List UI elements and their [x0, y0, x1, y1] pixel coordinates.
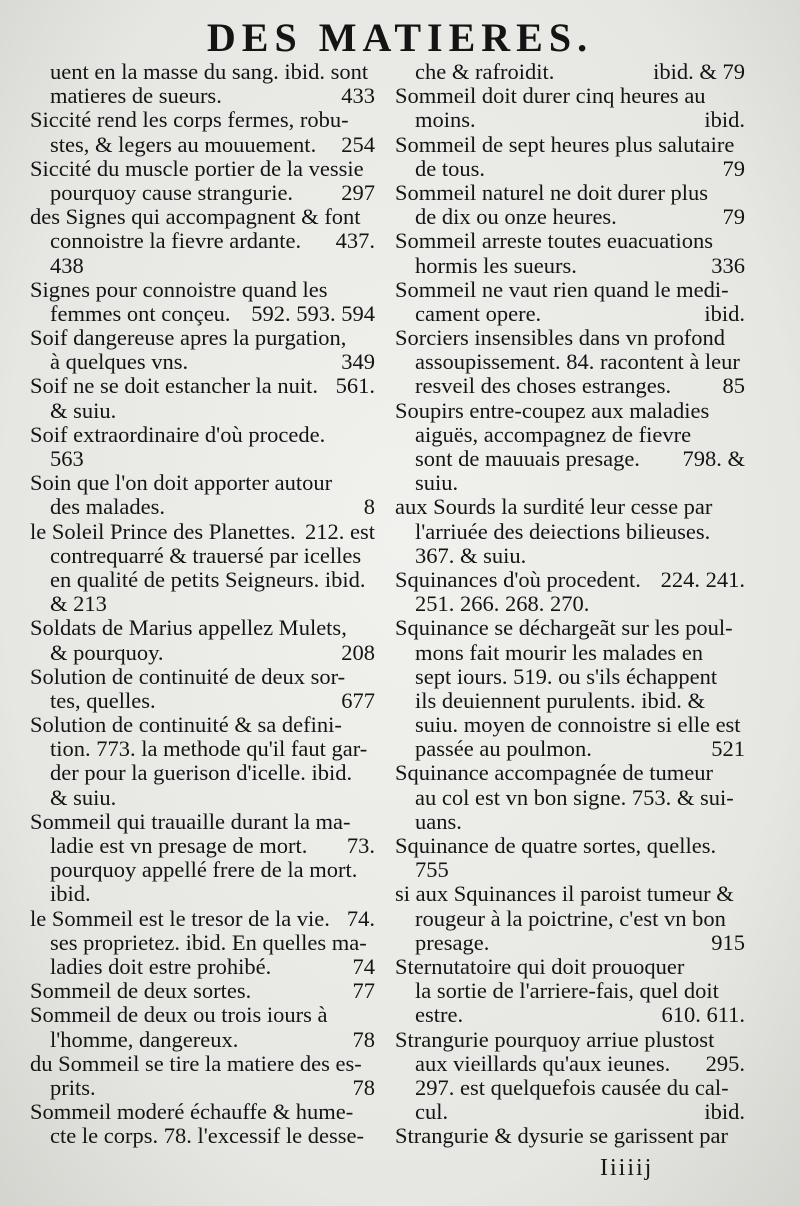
entry-text: du Sommeil se tire la matiere des es- — [30, 1051, 362, 1076]
index-line — [395, 955, 745, 979]
page-ref: 592. 593. 594 — [251, 301, 375, 326]
entry-text: pourquoy appellé frere de la mort. — [50, 858, 358, 883]
index-line — [30, 1076, 375, 1100]
entry-text: moins. — [415, 108, 476, 133]
index-line — [395, 568, 745, 592]
entry-text: Sommeil arreste toutes euacuations — [395, 229, 714, 254]
entry-text: & pourquoy. — [50, 640, 164, 665]
page-ref: 433 — [341, 84, 375, 109]
index-line — [30, 1003, 375, 1027]
page-ref: 85 — [722, 374, 745, 399]
entry-text: Siccité du muscle portier de la vessie — [30, 156, 364, 181]
index-line — [395, 157, 745, 181]
entry-text: suiu. — [415, 471, 459, 496]
entry-text: Sommeil naturel ne doit durer plus — [395, 180, 709, 205]
entry-text: tion. 773. la methode qu'il faut gar- — [50, 737, 368, 762]
page-ref: 610. 611. — [661, 1003, 745, 1028]
page-ref: ibid. — [704, 301, 745, 326]
entry-text: le Soleil Prince des Planettes. — [30, 519, 296, 544]
index-line — [30, 278, 375, 302]
entry-text: Soif dangereuse apres la purgation, — [30, 326, 347, 351]
index-line — [30, 447, 375, 471]
index-line — [30, 302, 375, 326]
entry-text: cament opere. — [415, 301, 542, 326]
entry-text: rougeur à la poictrine, c'est vn bon — [415, 906, 726, 931]
entry-text: aux Sourds la surdité leur cesse par — [395, 495, 713, 520]
entry-text: Soif extraordinaire d'où procede. — [30, 422, 326, 447]
index-line — [395, 761, 745, 785]
index-line — [395, 882, 745, 906]
entry-text: 755 — [415, 858, 449, 883]
index-line — [30, 181, 375, 205]
page-ref: 208 — [341, 640, 375, 665]
entry-text: ils deuiennent purulents. ibid. & — [415, 688, 705, 713]
index-line — [395, 592, 745, 616]
index-line — [395, 665, 745, 689]
index-line — [30, 350, 375, 374]
entry-text: 251. 266. 268. 270. — [415, 592, 590, 617]
entry-text: Sommeil ne vaut rien quand le medi- — [395, 277, 729, 302]
index-line — [395, 931, 745, 955]
index-line — [30, 157, 375, 181]
entry-text: Sorciers insensibles dans vn profond — [395, 326, 725, 351]
page-ref: 295. — [705, 1051, 745, 1076]
entry-text: Signes pour connoistre quand les — [30, 277, 328, 302]
page-ref: 212. est — [305, 519, 375, 544]
index-line — [30, 689, 375, 713]
index-line — [30, 1100, 375, 1124]
entry-text: connoistre la fievre ardante. — [50, 229, 302, 254]
entry-text: Sommeil de deux ou trois iours à — [30, 1003, 328, 1028]
entry-text: presage. — [415, 930, 490, 955]
entry-text: & 213 — [50, 592, 107, 617]
page-ref: 915 — [711, 930, 745, 955]
entry-text: ses proprietez. ibid. En quelles ma- — [50, 930, 367, 955]
index-line — [30, 495, 375, 519]
entry-text: mons fait mourir les malades en — [415, 640, 704, 665]
index-line — [395, 907, 745, 931]
index-line — [30, 84, 375, 108]
index-line — [395, 133, 745, 157]
index-line — [395, 471, 745, 495]
index-line — [30, 931, 375, 955]
entry-text: Squinance accompagnée de tumeur — [395, 761, 713, 786]
index-line — [395, 834, 745, 858]
index-line — [30, 810, 375, 834]
page-ref: 73. — [346, 834, 375, 858]
page-ref: ibid. & 79 — [653, 60, 745, 84]
entry-text: & suiu. — [50, 398, 117, 423]
entry-text: stes, & legers au mouuement. — [50, 132, 317, 157]
entry-text: ibid. — [50, 882, 91, 907]
entry-text: Strangurie & dysurie se garissent par — [395, 1124, 729, 1149]
entry-text: 563 — [50, 447, 84, 471]
entry-text: ladie est vn presage de mort. — [50, 834, 308, 858]
entry-text: contrequarré & trauersé par icelles — [50, 543, 362, 568]
index-line — [30, 592, 375, 616]
entry-text: Sommeil de deux sortes. — [30, 979, 252, 1004]
entry-text: Sommeil doit durer cinq heures au — [395, 84, 706, 109]
index-line — [30, 471, 375, 495]
index-line — [395, 1028, 745, 1052]
page-ref: ibid. — [704, 1100, 745, 1125]
entry-text: l'homme, dangereux. — [50, 1027, 239, 1052]
entry-text: Soin que l'on doit apporter autour — [30, 471, 333, 496]
entry-text: Sternutatoire qui doit prouoquer — [395, 954, 685, 979]
page-ref: 8 — [363, 495, 375, 520]
entry-text: matieres de sueurs. — [50, 84, 222, 109]
index-line — [395, 1003, 745, 1027]
page-ref: 77 — [352, 979, 375, 1004]
index-line — [30, 205, 375, 229]
entry-text: Soldats de Marius appellez Mulets, — [30, 616, 347, 641]
index-line — [30, 882, 375, 906]
index-line — [30, 229, 375, 253]
index-line — [30, 326, 375, 350]
page-ref: 521 — [711, 737, 745, 762]
entry-text: Solution de continuité de deux sor- — [30, 664, 346, 689]
entry-text: Sommeil moderé échauffe & hume- — [30, 1100, 354, 1125]
page-ref: 336 — [711, 253, 745, 278]
index-line — [395, 1124, 745, 1148]
index-line — [30, 616, 375, 640]
page-ref: 74. — [346, 906, 375, 931]
page-ref: 297 — [341, 180, 375, 205]
entry-text: prits. — [50, 1075, 96, 1100]
page-ref: 561. — [335, 374, 375, 399]
index-line — [30, 979, 375, 1003]
index-line — [395, 326, 745, 350]
index-line — [30, 254, 375, 278]
index-line — [395, 399, 745, 423]
page-ref: 677 — [341, 688, 375, 713]
entry-text: pourquoy cause strangurie. — [50, 180, 294, 205]
entry-text: assoupissement. 84. racontent à leur — [415, 350, 740, 375]
index-line — [30, 834, 375, 858]
entry-text: Solution de continuité & sa defini- — [30, 713, 342, 738]
entry-text: suiu. moyen de connoistre si elle est — [415, 713, 741, 738]
page-ref: 79 — [722, 156, 745, 181]
entry-text: uent en la masse du sang. ibid. sont — [50, 60, 369, 84]
index-line — [395, 495, 745, 519]
signature-mark: Iiiiij — [600, 1155, 654, 1181]
entry-text: hormis les sueurs. — [415, 253, 577, 278]
entry-text: l'arriuée des deiections bilieuses. — [415, 519, 711, 544]
entry-text: des malades. — [50, 495, 165, 520]
index-line — [395, 979, 745, 1003]
entry-text: uans. — [415, 809, 462, 834]
index-line — [395, 205, 745, 229]
page-ref: 79 — [722, 205, 745, 230]
page-ref: 798. & — [682, 447, 745, 471]
index-line — [395, 1100, 745, 1124]
left-column — [30, 60, 375, 1148]
entry-text: cte le corps. 78. l'excessif le desse- — [50, 1124, 364, 1149]
page-ref: 349 — [341, 350, 375, 375]
page-ref: 74 — [352, 954, 375, 979]
entry-text: Squinances d'où procedent. — [395, 567, 641, 592]
index-line — [395, 423, 745, 447]
index-line — [30, 1124, 375, 1148]
entry-text: Siccité rend les corps fermes, robu- — [30, 108, 349, 133]
page-ref: 254 — [341, 132, 375, 157]
entry-text: der pour la guerison d'icelle. ibid. — [50, 761, 353, 786]
entry-text: de dix ou onze heures. — [415, 205, 617, 230]
entry-text: aiguës, accompagnez de fievre — [415, 422, 692, 447]
index-line — [395, 713, 745, 737]
index-line — [395, 689, 745, 713]
index-line — [30, 955, 375, 979]
index-line — [30, 399, 375, 423]
index-line — [30, 520, 375, 544]
entry-text: che & rafroidit. — [415, 60, 555, 84]
entry-text: sont de mauuais presage. — [415, 447, 640, 471]
right-column — [395, 60, 745, 1148]
entry-text: 438 — [50, 253, 84, 278]
index-line — [30, 60, 375, 84]
entry-text: Sommeil qui trauaille durant la ma- — [30, 809, 351, 834]
entry-text: Sommeil de sept heures plus salutaire — [395, 132, 735, 157]
entry-text: des Signes qui accompagnent & font — [30, 205, 361, 230]
entry-text: passée au poulmon. — [415, 737, 592, 762]
index-line — [30, 423, 375, 447]
page-ref: 78 — [352, 1075, 375, 1100]
entry-text: Squinance de quatre sortes, quelles. — [395, 834, 717, 858]
index-line — [30, 374, 375, 398]
index-line — [395, 229, 745, 253]
page-ref: 437. — [335, 229, 375, 254]
index-line — [30, 568, 375, 592]
entry-text: Soupirs entre-coupez aux maladies — [395, 398, 710, 423]
index-line — [30, 1052, 375, 1076]
page-header: DES MATIERES. — [206, 15, 594, 60]
entry-text: le Sommeil est le tresor de la vie. — [30, 906, 330, 931]
entry-text: femmes ont conçeu. — [50, 301, 231, 326]
page-ref: 78 — [352, 1027, 375, 1052]
index-line — [395, 810, 745, 834]
page-ref: 224. 241. — [660, 567, 745, 592]
index-line — [30, 786, 375, 810]
index-line — [395, 1052, 745, 1076]
index-line — [30, 665, 375, 689]
entry-text: de tous. — [415, 156, 485, 181]
entry-text: en qualité de petits Seigneurs. ibid. — [50, 567, 366, 592]
index-line — [395, 1076, 745, 1100]
index-line — [30, 713, 375, 737]
entry-text: sept iours. 519. ou s'ils échappent — [415, 664, 718, 689]
index-line — [30, 108, 375, 132]
index-line — [395, 737, 745, 761]
index-line — [395, 302, 745, 326]
entry-text: resveil des choses estranges. — [415, 374, 672, 399]
entry-text: Strangurie pourquoy arriue plustost — [395, 1027, 715, 1052]
entry-text: estre. — [415, 1003, 464, 1028]
index-line — [395, 350, 745, 374]
index-line — [395, 84, 745, 108]
entry-text: tes, quelles. — [50, 688, 156, 713]
index-line — [30, 544, 375, 568]
entry-text: 297. est quelquefois causée du cal- — [415, 1075, 729, 1100]
index-line — [30, 737, 375, 761]
index-line — [395, 374, 745, 398]
index-line — [30, 907, 375, 931]
entry-text: aux vieillards qu'aux ieunes. — [415, 1051, 671, 1076]
index-line — [30, 858, 375, 882]
index-line — [30, 133, 375, 157]
index-line — [395, 641, 745, 665]
index-line — [395, 447, 745, 471]
entry-text: 367. & suiu. — [415, 543, 527, 568]
index-line — [30, 641, 375, 665]
entry-text: Squinance se déchargeãt sur les poul- — [395, 616, 733, 641]
index-line — [395, 108, 745, 132]
index-line — [30, 1028, 375, 1052]
entry-text: Soif ne se doit estancher la nuit. — [30, 374, 319, 399]
index-line — [395, 181, 745, 205]
index-line — [395, 60, 745, 84]
index-line — [395, 616, 745, 640]
index-line — [395, 254, 745, 278]
entry-text: au col est vn bon signe. 753. & sui- — [415, 785, 734, 810]
entry-text: si aux Squinances il paroist tumeur & — [395, 882, 734, 907]
entry-text: la sortie de l'arriere-fais, quel doit — [415, 979, 719, 1004]
entry-text: ladies doit estre prohibé. — [50, 954, 272, 979]
entry-text: & suiu. — [50, 785, 117, 810]
index-line — [395, 544, 745, 568]
entry-text: cul. — [415, 1100, 449, 1125]
entry-text: à quelques vns. — [50, 350, 189, 375]
index-line — [395, 520, 745, 544]
index-line — [395, 858, 745, 882]
index-line — [395, 278, 745, 302]
index-line — [395, 786, 745, 810]
index-line — [30, 761, 375, 785]
page-ref: ibid. — [704, 108, 745, 133]
